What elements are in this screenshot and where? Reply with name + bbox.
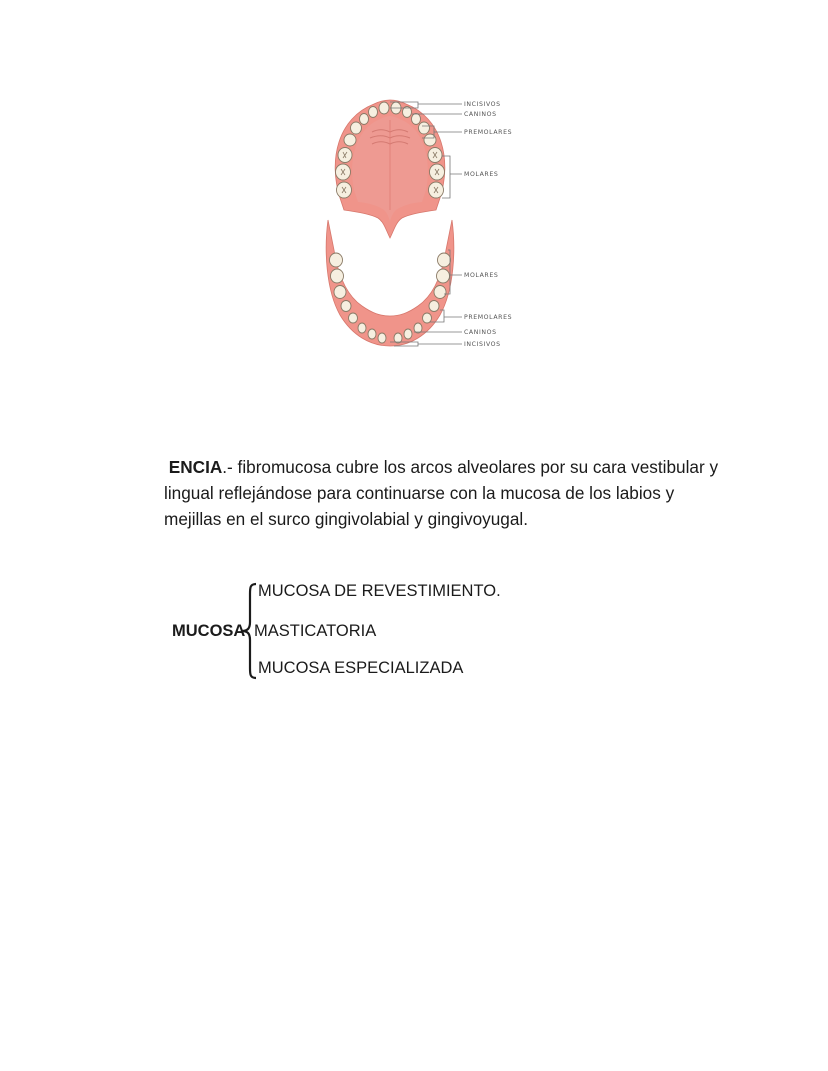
encia-paragraph (164, 454, 724, 532)
label-lower-caninos: CANINOS (464, 329, 497, 336)
mucosa-item-revestimiento: MUCOSA DE REVESTIMIENTO. (258, 582, 501, 600)
mucosa-item-masticatoria: MASTICATORIA (254, 622, 377, 640)
label-lower-molares: MOLARES (464, 272, 499, 279)
encia-term: ENCIA (168, 457, 223, 478)
lower-arch (326, 220, 454, 346)
mucosa-classification (172, 580, 572, 690)
label-upper-incisivos: INCISIVOS (464, 101, 501, 108)
label-lower-premolares: PREMOLARES (464, 314, 513, 321)
dental-arches-diagram (310, 90, 530, 355)
teeth-illustration (310, 90, 530, 355)
mucosa-root-label: MUCOSA (172, 622, 246, 640)
mucosa-item-especializada: MUCOSA ESPECIALIZADA (258, 659, 464, 677)
label-upper-premolares: PREMOLARES (464, 129, 513, 136)
label-upper-caninos: CANINOS (464, 111, 497, 118)
diagram-labels (464, 101, 512, 348)
upper-arch (335, 100, 445, 238)
encia-definition: .- fibromucosa cubre los arcos alveolares por su cara vestibular y lingual reflejándose para continuarse con la mucosa de los labios y mejillas en el surco gingivolabial y gingivoyugal. (164, 457, 719, 530)
label-lower-incisivos: INCISIVOS (464, 341, 501, 348)
label-upper-molares: MOLARES (464, 171, 499, 178)
